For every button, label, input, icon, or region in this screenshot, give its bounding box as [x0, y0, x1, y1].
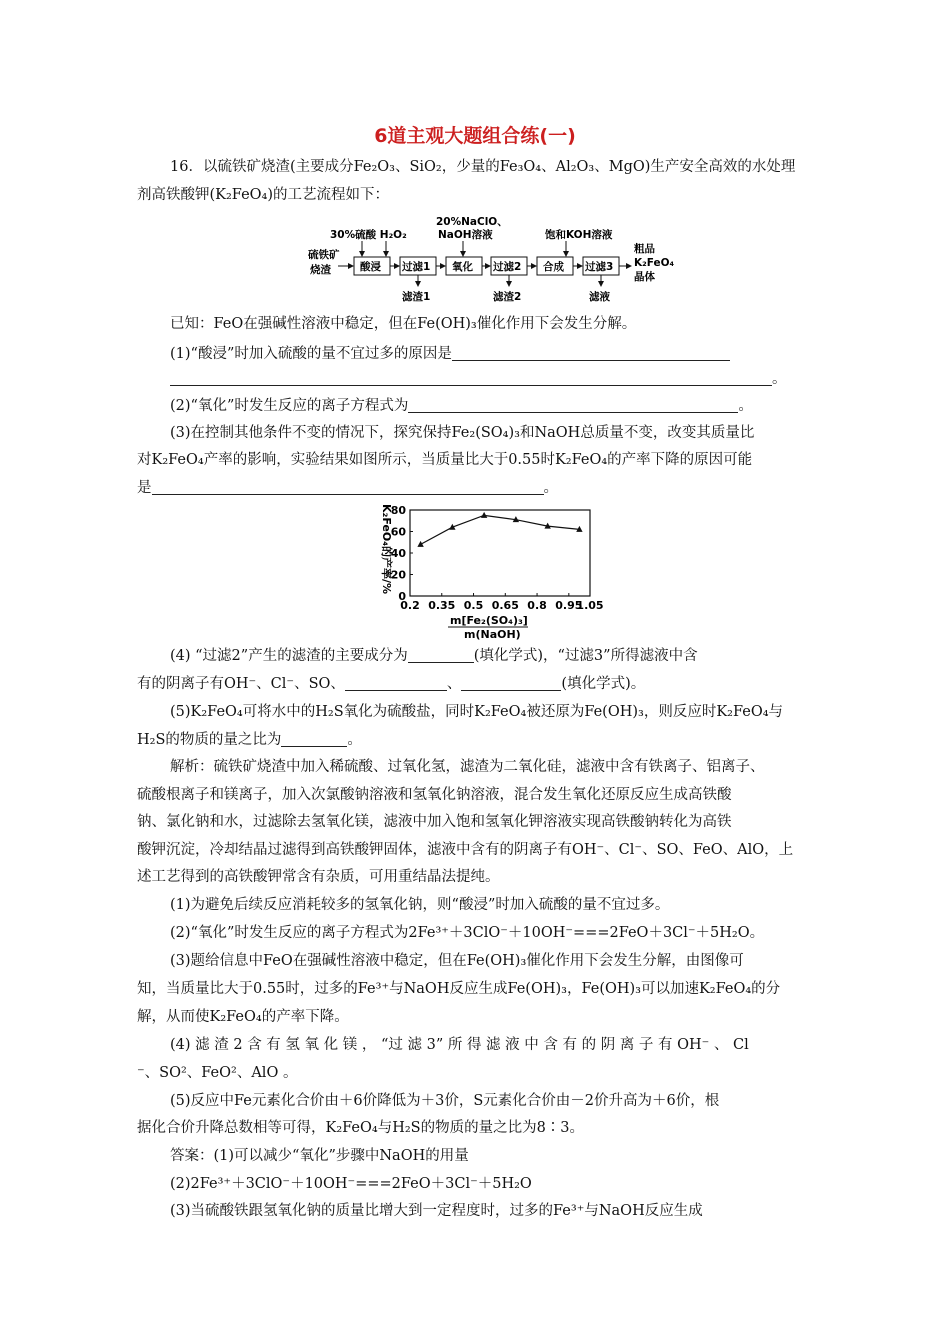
flow-raw-line2: 烧渣: [310, 264, 331, 276]
x-tick-label: 0.95: [555, 599, 583, 612]
question-2: (2)“氧化”时发生反应的离子方程式为 。: [170, 398, 753, 414]
x-tick-label: 0.8: [527, 599, 547, 612]
flow-product-line3: 晶体: [634, 271, 655, 283]
chart-ylabel: K₂FeO₄的产率/%: [380, 504, 393, 595]
x-tick-label: 1.05: [576, 599, 604, 612]
x-tick-label: 0.2: [400, 599, 420, 612]
flow-output-2: 滤渣2: [493, 291, 522, 303]
question-4-line1: (4) “过滤2”产生的滤渣的主要成分为 (填化学式)，“过滤3”所得滤液中含: [170, 648, 698, 664]
flow-output-3: 滤液: [589, 291, 610, 303]
process-flow-diagram: [300, 210, 680, 308]
analysis-line1: 解析：硫铁矿烧渣中加入稀硫酸、过氧化氢，滤渣为二氧化硅，滤液中含有铁离子、铝离子、: [170, 759, 765, 775]
analysis-line4: 酸钾沉淀，冷却结晶过滤得到高铁酸钾固体，滤液中含有的阴离子有OH⁻、Cl⁻、SO、FeO、AlO，上: [137, 842, 794, 858]
x-tick-label: 0.5: [463, 599, 484, 612]
question-3-line2: 对K₂FeO₄产率的影响，实验结果如图所示，当质量比大于0.55时K₂FeO₄的产率下降的原因可能: [137, 452, 753, 468]
q16-intro-line1: 16．以硫铁矿烧渣(主要成分Fe₂O₃、SiO₂，少量的Fe₃O₄、Al₂O₃、MgO)生产安全高效的水处理: [170, 159, 796, 175]
flow-step-4: 过滤2: [493, 261, 522, 273]
chart-xlabel-denominator: m(NaOH): [464, 628, 521, 640]
analysis-part4-line1: (4) 滤 渣 2 含 有 氢 氧 化 镁 ， “过 滤 3” 所 得 滤 液 中 含 有 的 阴 离 子 有 OH⁻ 、 Cl: [170, 1037, 749, 1053]
flow-step-5: 合成: [543, 261, 564, 273]
flow-product-line2: K₂FeO₄: [634, 257, 675, 269]
analysis-line3: 钠、氯化钠和水，过滤除去氢氧化镁，滤液中加入饱和氢氧化钾溶液实现高铁酸钠转化为高铁: [137, 814, 732, 830]
answer-part2: (2)2Fe³⁺＋3ClO⁻＋10OH⁻===2FeO＋3Cl⁻＋5H₂O: [170, 1176, 532, 1192]
chart-plot-frame: [410, 510, 590, 596]
x-tick-label: 0.65: [491, 599, 519, 612]
analysis-line5: 述工艺得到的高铁酸钾常含有杂质，可用重结晶法提纯。: [137, 869, 500, 885]
question-3-line3: 是 。: [137, 480, 558, 496]
answer-part3: (3)当硫酸铁跟氢氧化钠的质量比增大到一定程度时，过多的Fe³⁺与NaOH反应生成: [170, 1203, 703, 1219]
flow-step-3: 氧化: [452, 261, 473, 273]
y-tick-label: 20: [390, 568, 406, 582]
analysis-part5-line1: (5)反应中Fe元素化合价由＋6价降低为＋3价，S元素化合价由－2价升高为＋6价，根: [170, 1093, 720, 1109]
flow-step-6: 过滤3: [585, 261, 614, 273]
data-point: [417, 541, 423, 547]
flow-reagent3: 饱和KOH溶液: [545, 229, 613, 241]
flow-raw-line1: 硫铁矿: [308, 249, 340, 261]
y-tick-label: 0: [398, 590, 406, 603]
flow-output-1: 滤渣1: [402, 291, 431, 303]
page-title: 6道主观大题组合练(一): [374, 125, 576, 147]
known-info: 已知：FeO在强碱性溶液中稳定，但在Fe(OH)₃催化作用下会发生分解。: [170, 316, 637, 332]
flow-reagent2-line2: NaOH溶液: [438, 229, 493, 241]
flow-reagent2-line1: 20%NaClO、: [436, 216, 508, 228]
x-tick-label: 0.35: [428, 599, 456, 612]
analysis-part1: (1)为避免后续反应消耗较多的氢氧化钠，则“酸浸”时加入硫酸的量不宜过多。: [170, 897, 670, 913]
analysis-part4-line2: ⁻、SO²、FeO²、AlO 。: [137, 1065, 298, 1081]
chart-xlabel-numerator: m[Fe₂(SO₄)₃]: [450, 614, 528, 627]
question-3-line1: (3)在控制其他条件不变的情况下，探究保持Fe₂(SO₄)₃和NaOH总质量不变，改变其质量比: [170, 425, 755, 441]
flow-step-1: 酸浸: [360, 261, 381, 273]
flow-step-2: 过滤1: [402, 261, 431, 273]
question-4-line2: 有的阴离子有OH⁻、Cl⁻、SO、 、 (填化学式)。: [137, 676, 646, 692]
question-1-cont: 。: [170, 369, 787, 389]
yield-chart: [368, 502, 608, 640]
data-point: [481, 512, 487, 518]
question-5-line1: (5)K₂FeO₄可将水中的H₂S氧化为硫酸盐，同时K₂FeO₄被还原为Fe(OH)₃，则反应时K₂FeO₄与: [170, 704, 784, 720]
analysis-part3-line3: 解，从而使K₂FeO₄的产率下降。: [137, 1009, 349, 1025]
y-tick-label: 40: [390, 547, 406, 560]
flow-reagent1: 30%硫酸 H₂O₂: [330, 229, 407, 241]
analysis-part5-line2: 据化合价升降总数相等可得，K₂FeO₄与H₂S的物质的量之比为8∶3。: [137, 1120, 585, 1136]
analysis-part2: (2)“氧化”时发生反应的离子方程式为2Fe³⁺＋3ClO⁻＋10OH⁻===2FeO＋3Cl⁻＋5H₂O。: [170, 925, 765, 941]
question-5-line2: H₂S的物质的量之比为 。: [137, 732, 362, 748]
y-tick-label: 80: [390, 504, 406, 517]
question-1: (1)“酸浸”时加入硫酸的量不宜过多的原因是: [170, 344, 730, 364]
y-tick-label: 60: [390, 525, 406, 539]
series-line: [421, 515, 580, 544]
analysis-part3-line2: 知，当质量比大于0.55时，过多的Fe³⁺与NaOH反应生成Fe(OH)₃，Fe(OH)₃可以加速K₂FeO₄的分: [137, 981, 781, 997]
analysis-part3-line1: (3)题给信息中FeO在强碱性溶液中稳定，但在Fe(OH)₃催化作用下会发生分解，由图像可: [170, 953, 744, 969]
analysis-line2: 硫酸根离子和镁离子，加入次氯酸钠溶液和氢氧化钠溶液，混合发生氧化还原反应生成高铁酸: [137, 787, 732, 803]
q16-intro-line2: 剂高铁酸钾(K₂FeO₄)的工艺流程如下：: [137, 187, 390, 203]
flow-product-line1: 粗品: [634, 243, 655, 255]
answer-part1: 答案：(1)可以减少“氧化”步骤中NaOH的用量: [170, 1148, 469, 1164]
